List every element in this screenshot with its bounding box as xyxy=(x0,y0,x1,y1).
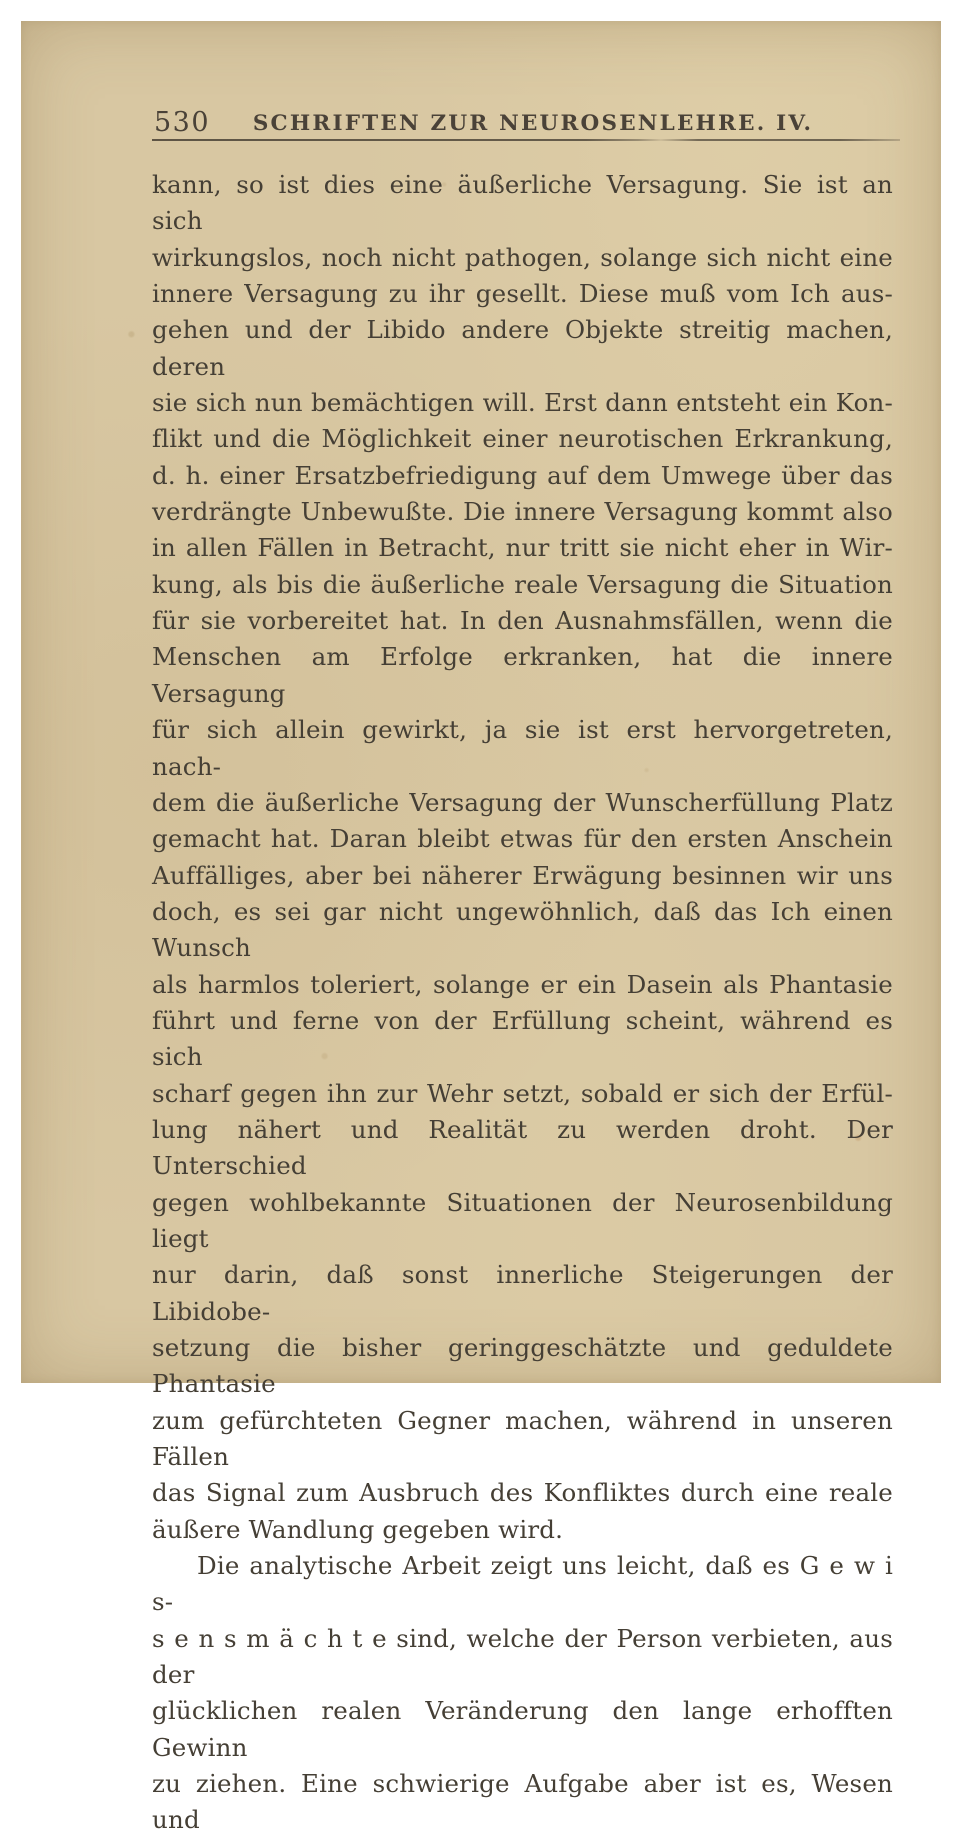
text-line: führt und ferne von der Erfüllung scheint, während es sich xyxy=(152,1005,893,1072)
page-number: 530 xyxy=(154,107,211,138)
text-line: innere Versagung zu ihr gesellt. Diese muß vom Ich aus- xyxy=(152,279,893,309)
text-line: lung nähert und Realität zu werden droht. Der Unterschied xyxy=(152,1114,893,1181)
text-line: doch, es sei gar nicht ungewöhnlich, daß das Ich einen Wunsch xyxy=(152,896,893,963)
text-line: Die analytische Arbeit zeigt uns leicht, daß es G e w i s- xyxy=(152,1551,893,1617)
text-line: sie sich nun bemächtigen will. Erst dann entsteht ein Kon- xyxy=(152,388,893,418)
text-line: für sich allein gewirkt, ja sie ist erst hervorgetreten, nach- xyxy=(152,715,893,781)
text-line: wirkungslos, noch nicht pathogen, solange sich nicht eine xyxy=(152,242,893,272)
text-line: zum gefürchteten Gegner machen, während in unseren Fällen xyxy=(152,1405,893,1472)
text-line: scharf gegen ihn zur Wehr setzt, sobald er sich der Erfül- xyxy=(152,1078,893,1108)
text-line: flikt und die Möglichkeit einer neurotischen Erkrankung, xyxy=(152,424,893,454)
header-rule xyxy=(152,139,900,141)
text-line: äußere Wandlung gegeben wird. xyxy=(152,1514,564,1544)
text-line: dem die äußerliche Versagung der Wunscherfüllung Platz xyxy=(152,787,893,817)
scanned-book-page xyxy=(21,21,941,1835)
text-line: als harmlos toleriert, solange er ein Dasein als Phantasie xyxy=(152,969,893,999)
page-header xyxy=(152,106,914,138)
text-line: d. h. einer Ersatzbefriedigung auf dem Umwege über das xyxy=(152,460,893,490)
text-line: für sie vorbereitet hat. In den Ausnahmsfällen, wenn die xyxy=(152,606,893,636)
text-line: zu ziehen. Eine schwierige Aufgabe aber ist es, Wesen und xyxy=(152,1769,893,1835)
text-line: Auffälliges, aber bei näherer Erwägung besinnen wir uns xyxy=(152,860,893,890)
text-line: gemacht hat. Daran bleibt etwas für den ersten Anschein xyxy=(152,824,893,854)
body-text xyxy=(152,167,893,1839)
text-line: gegen wohlbekannte Situationen der Neurosenbildung liegt xyxy=(152,1187,893,1253)
text-line: kann, so ist dies eine äußerliche Versagung. Sie ist an sich xyxy=(152,170,893,236)
text-line: gehen und der Libido andere Objekte streitig machen, deren xyxy=(152,315,893,381)
running-header-title: SCHRIFTEN ZUR NEUROSENLEHRE. IV. xyxy=(252,111,814,136)
text-line: s e n s m ä c h t e sind, welche der Person verbieten, aus der xyxy=(152,1623,893,1690)
text-line: glücklichen realen Veränderung den lange erhofften Gewinn xyxy=(152,1696,893,1762)
text-line: in allen Fällen in Betracht, nur tritt sie nicht eher in Wir- xyxy=(152,533,893,563)
text-line: setzung die bisher geringgeschätzte und geduldete Phantasie xyxy=(152,1333,893,1399)
text-line: nur darin, daß sonst innerliche Steigerungen der Libidobe- xyxy=(152,1260,893,1326)
text-line: das Signal zum Ausbruch des Konfliktes durch eine reale xyxy=(152,1478,893,1508)
text-line: verdrängte Unbewußte. Die innere Versagung kommt also xyxy=(152,497,893,527)
text-line: kung, als bis die äußerliche reale Versagung die Situation xyxy=(152,569,893,599)
text-line: Menschen am Erfolge erkranken, hat die innere Versagung xyxy=(152,642,893,708)
